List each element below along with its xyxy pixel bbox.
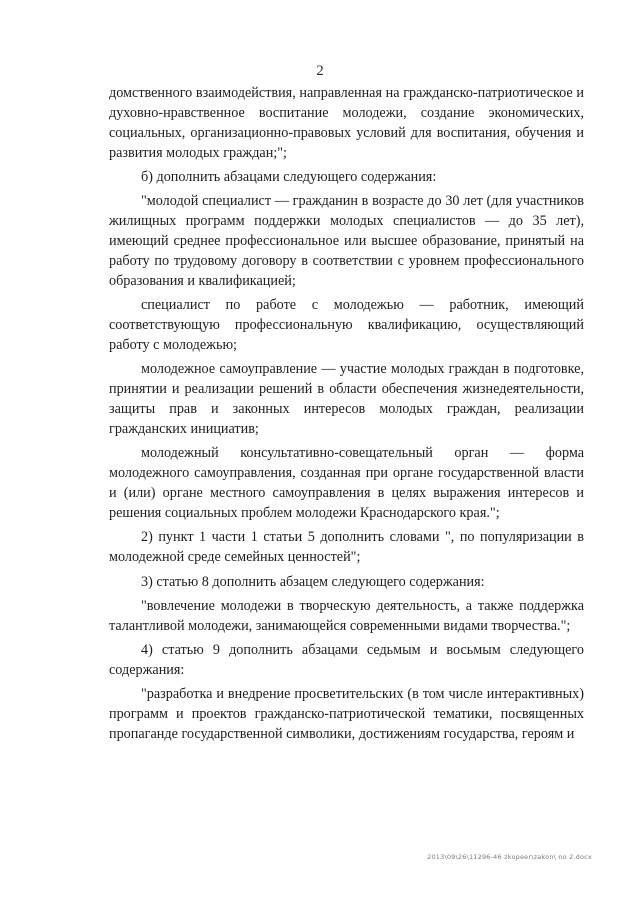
page-number: 2 <box>316 63 324 79</box>
paragraph: 3) статью 8 дополнить абзацем следующего содержания: <box>141 573 485 590</box>
paragraph: "молодой специалист — гражданин в возрасте до 30 лет (для участников жилищных программ поддержки молодых специалистов — до 35 лет), имеющий среднее профессиональное или высшее образование, принятый на работу по трудовому договору в соответствии с уровнем профессионального образования и квалификацией; <box>109 193 584 289</box>
paragraph: 4) статью 9 дополнить абзацами седьмым и восьмым следующего содержания: <box>109 642 584 678</box>
paragraph: "вовлечение молодежи в творческую деятельность, а также поддержка талантливой молодежи, занимающейся современными видами творчества."; <box>109 597 584 634</box>
paragraph: специалист по работе с молодежью — работник, имеющий соответствующую профессиональную квалификацию, осуществляющий работу с молодежью; <box>109 297 584 354</box>
paragraph: молодежное самоуправление — участие молодых граждан в подготовке, принятии и реализации решений в области обеспечения жизнедеятельности, защиты прав и законных интересов молодых граждан, реализации гражданских инициатив; <box>109 361 584 438</box>
paragraph: домственного взаимодействия, направленная на гражданско-патриотическое и духовно-нравственное воспитание молодежи, создание экономических, социальных, организационно-правовых условий для воспитания, обучения и развития молодых граждан;"; <box>109 85 584 161</box>
footer-file-code: 2013\09\26\11296-46 zkopeer\zakon\ no 2.docx <box>427 853 592 861</box>
paragraph: "разработка и внедрение просветительских (в том числе интерактивных) программ и проектов гражданско-патриотической тематики, посвященных пропаганде государственной символики, достижениям государства, героям и <box>109 686 584 743</box>
paragraph: 2) пункт 1 части 1 статьи 5 дополнить словами ", по популяризации в молодежной среде семейных ценностей"; <box>109 529 584 566</box>
document-body <box>109 84 584 749</box>
paragraph: б) дополнить абзацами следующего содержания: <box>141 169 437 186</box>
paragraph: молодежный консультативно-совещательный орган — форма молодежного самоуправления, созданная при органе государственной власти и (или) органе местного самоуправления в целях выражения интересов и решения социальных проблем молодежи Краснодарского края."; <box>109 445 584 522</box>
